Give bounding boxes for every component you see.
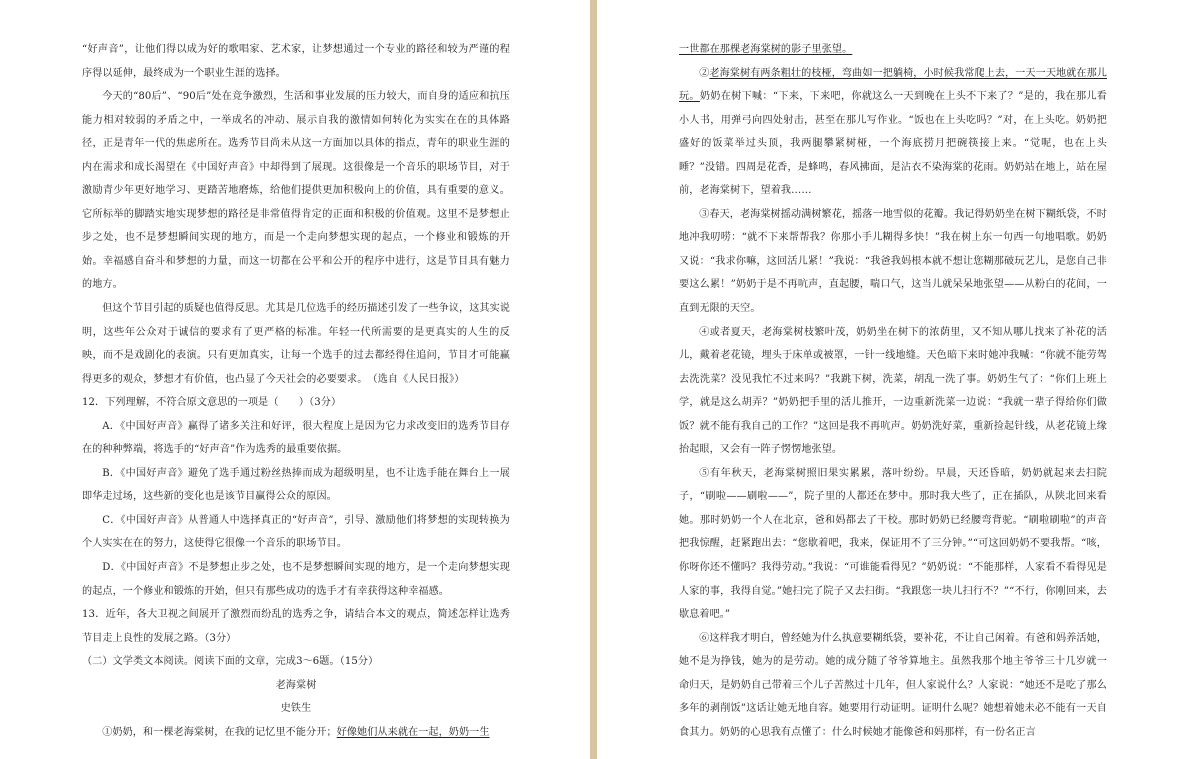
question-12: 12．下列理解，不符合原文意思的一项是（ ）（3分） bbox=[82, 397, 342, 409]
paragraph-1-text: ①奶奶，和一棵老海棠树，在我的记忆里不能分开； bbox=[102, 726, 337, 738]
paragraph-2-underlined: 老海棠树有两条粗壮的枝桠，弯曲如一把躺椅，小时候我常爬上去，一天一天地就在那儿玩。 bbox=[679, 67, 1107, 103]
question-13: 13．近年，各大卫视之间展开了激烈而纷乱的选秀之争，请结合本文的观点，简述怎样让选秀节目走上良性的发展之路。（3分） bbox=[82, 609, 510, 644]
paragraph-1-continued bbox=[679, 38, 1107, 62]
paragraph-continuation: “好声音”，让他们得以成为好的歌唱家、艺术家，让梦想通过一个专业的路径和较为严谨的程序得以延伸，最终成为一个职业生涯的选择。 bbox=[82, 44, 510, 79]
section-heading: （二）文学类文本阅读。阅读下面的文章，完成3～6题。（15分） bbox=[82, 656, 379, 668]
option-a: A．《中国好声音》赢得了诸多关注和好评，很大程度上是因为它力求改变旧的选秀节目存在的种种弊端，将选手的“好声音”作为选秀的最重要依据。 bbox=[82, 420, 510, 456]
option-c: C．《中国好声音》从普通人中选择真正的“好声音”，引导、激励他们将梦想的实现转换为个人实实在在的努力，这使得它很像一个音乐的职场节目。 bbox=[82, 514, 510, 550]
paragraph-6: ⑥这样我才明白，曾经她为什么执意要糊纸袋，要补花，不让自己闲着。有爸和妈养活她，她不是为挣钱，她为的是劳动。她的成分随了爷爷算地主。虽然我那个地主爷爷三十几岁就一命归天，是奶奶自己带着三个儿子苦熬过十几年，但人家说什么？人家说：“她还不是吃了那么多年的剥削饭”这话让她无地自容。她要用行动证明。证明什么呢？她想着她未必不能有一天自食其力。奶奶的心思我有点懂了：什么时候她才能像爸和妈那样，有一份名正言 bbox=[679, 632, 1107, 738]
page-gutter bbox=[590, 0, 597, 759]
option-d: D．《中国好声音》不是梦想止步之处，也不是梦想瞬间实现的地方，是一个走向梦想实现的起点，一个修业和锻炼的开始，但只有那些成功的选手才有幸获得这种幸福感。 bbox=[82, 562, 510, 597]
paragraph-4: ④或者夏天，老海棠树枝繁叶茂，奶奶坐在树下的浓荫里，又不知从哪儿找来了补花的活儿，戴着老花镜，埋头于床单或被罩，一针一线地缝。天色暗下来时她冲我喊：“你就不能劳驾去洗洗菜？没见我忙不过来吗？”我跳下树，洗菜，胡乱一洗了事。奶奶生气了：“你们上班上学，就是这么胡弄？”奶奶把手里的活儿推开，一边重新洗菜一边说：“我就一辈子得给你们做饭？就不能有我自己的工作？”这回是我不再吭声。奶奶洗好菜，重新捡起针线，从老花镜上缘抬起眼，又会有一阵子愣愣地张望。 bbox=[679, 326, 1107, 456]
left-page bbox=[0, 0, 590, 759]
paragraph-youth-career: 今天的“80后”、“90后”处在竞争激烈，生活和事业发展的压力较大，而自身的适应和抗压能力相对较弱的矛盾之中，一举成名的冲动、展示自我的激情如何转化为实实在在的具体路径，正是青年一代的焦虑所在。选秀节目尚未从这一方面加以具体的指点，青年的职业生涯的内在需求和成长渴望在《中国好声音》中却得到了展现。这很像是一个音乐的职场节目，对于激励青少年更好地学习、更踏苦地磨炼，给他们提供更加积极向上的价值，具有重要的意义。它所标举的脚踏实地实现梦想的路径是非常值得肯定的正面和积极的价值观。这里不是梦想止步之处，也不是梦想瞬间实现的地方，而是一个走向梦想实现的起点，一个修业和锻炼的开始。幸福感自奋斗和梦想的力量，而这一切都在公平和公开的程序中进行，这是节目具有魅力的地方。 bbox=[82, 91, 510, 291]
article-author: 史铁生 bbox=[280, 703, 312, 715]
paragraph-5: ⑤有年秋天，老海棠树照旧果实累累，落叶纷纷。早晨，天还昏暗，奶奶就起来去扫院子，“刷啦——刷啦——”，院子里的人都还在梦中。那时我大些了，正在插队，从陕北回来看她。那时奶奶一个人在北京，爸和妈都去了干校。那时奶奶已经腰弯背驼。“刷啦刷啦”的声音把我惊醒，赶紧跑出去：“您歇着吧，我来，保证用不了三分钟。”“可这回奶奶不要我帮。“咳，你呀你还不懂吗？我得劳动。”我说：“可谁能看得见？”奶奶说：“不能那样，人家看不看得见是人家的事，我得自觉。”她扫完了院子又去扫街。“我跟您一块儿扫行不？”“不行，你刚回来，去歇息着吧。” bbox=[679, 467, 1107, 621]
article-title: 老海棠树 bbox=[275, 679, 317, 691]
paragraph-2-number: ② bbox=[699, 67, 710, 79]
paragraph-1 bbox=[82, 721, 510, 745]
paragraph-2 bbox=[679, 62, 1107, 203]
option-b: B．《中国好声音》避免了选手通过粉丝热捧而成为超级明星，也不让选手能在舞台上一展即华走过场，这些新的变化也是该节目赢得公众的原因。 bbox=[82, 467, 510, 503]
paragraph-1-underlined: 好像她们从来就在一起，奶奶一生 bbox=[336, 726, 490, 738]
paragraph-1-continued-underlined: 一世都在那棵老海棠树的影子里张望。 bbox=[679, 44, 853, 55]
paragraph-reflection: 但这个节目引起的质疑也值得反思。尤其是几位选手的经历描述引发了一些争议，这其实说明，这些年公众对于诚信的要求有了更严格的标准。年轻一代所需要的是更真实的人生的反映，而不是戏剧化的表演。只有更加真实，让每一个选手的过去都经得住追问，节目才可能赢得更多的观众，梦想才有价值，也凸显了今天社会的必要要求。 （选自《人民日报》） bbox=[82, 303, 510, 385]
paragraph-2-text: 奶奶在树下喊：“下来，下来吧，你就这么一天到晚在上头不下来了？”是的，我在那儿看小人书，用弹弓向四处射击，甚至在那儿写作业。“饭也在上头吃吗？”对，在上头吃。奶奶把盛好的饭菜举过头顶，我两腿攀紧树桠，一个海底捞月把碗筷接上来。“觉呢，也在上头睡？”没错。四周是花香，是蜂鸣，春风拂面，是沾衣不染海棠的花雨。奶奶站在地上，站在屋前，老海棠树下，望着我…… bbox=[679, 91, 1107, 197]
paragraph-3: ③春天，老海棠树摇动满树繁花，摇落一地雪似的花瓣。我记得奶奶坐在树下糊纸袋，不时地冲我叨唠：“就不下来帮帮我？你那小手儿糊得多快！”我在树上东一句西一句地唱歌。奶奶又说：“我求你嘛，这回活儿紧！”我说：“我爸我妈根本就不想让您糊那破玩艺儿，是您自己非要这么累！”奶奶于是不再吭声，直起腰，喘口气，这当儿就呆呆地张望——从粉白的花间，一直到无限的天空。 bbox=[679, 208, 1107, 315]
right-page bbox=[597, 0, 1185, 759]
